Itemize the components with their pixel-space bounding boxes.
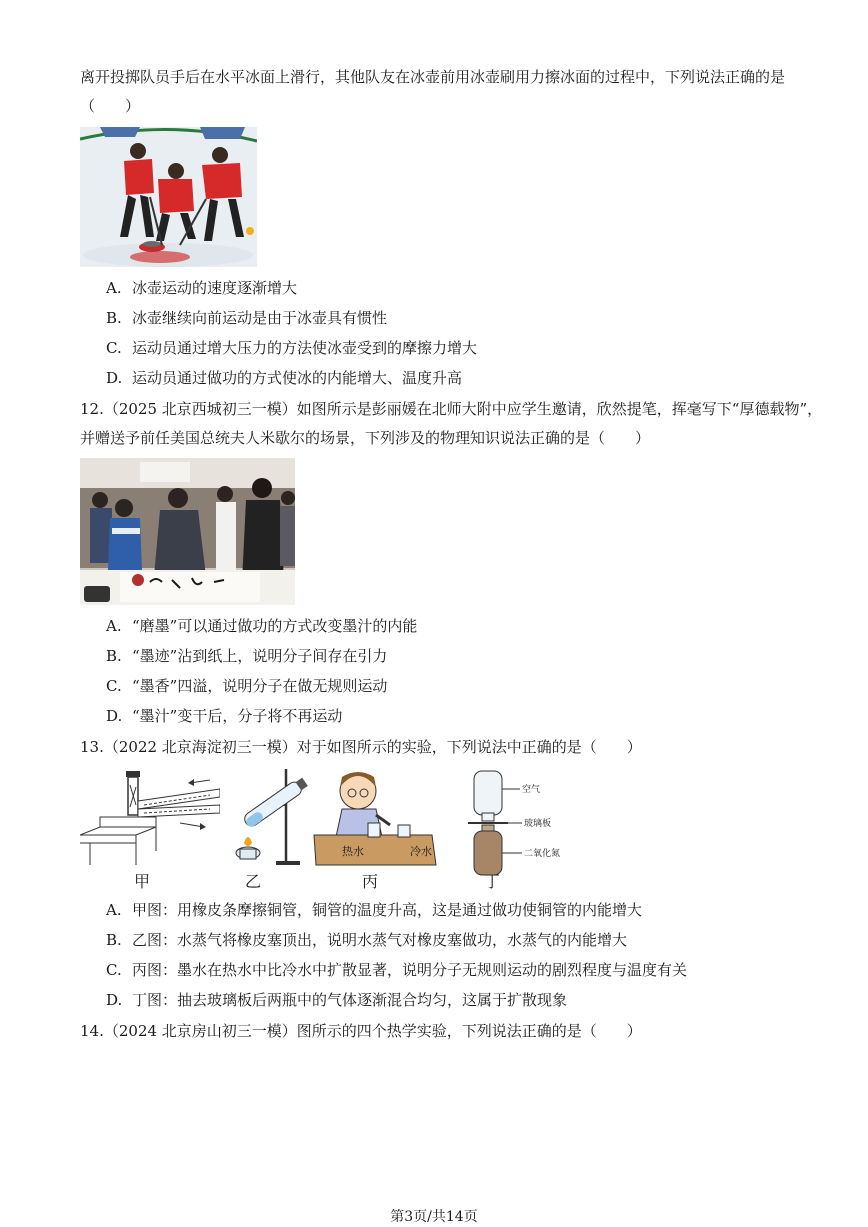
q11-stem-line1: 离开投掷队员手后在水平冰面上滑行，其他队友在冰壶前用冰壶刷用力擦冰面的过程中，下列说法正确的是 — [80, 68, 786, 86]
q13-option-a: A. 甲图：用橡皮条摩擦铜管，铜管的温度升高，这是通过做功使铜管的内能增大 — [106, 901, 643, 919]
q14-stem: 14.（2024 北京房山初三一模）图所示的四个热学实验，下列说法正确的是（ ） — [80, 1022, 642, 1040]
no2-label: 二氧化氮 — [524, 849, 561, 859]
figure-label-yi: 乙 — [245, 872, 262, 891]
q11-stem-line2: （ ） — [80, 97, 141, 115]
figure-yi-diagram — [230, 765, 320, 870]
q12-option-d: D. “墨汁”变干后，分子将不再运动 — [106, 707, 343, 725]
calligraphy-photo — [80, 458, 295, 605]
curling-photo — [80, 127, 257, 267]
glass-plate-label: 玻璃板 — [524, 819, 552, 829]
hot-water-label: 热水 — [342, 845, 364, 858]
figure-label-jia: 甲 — [134, 872, 151, 891]
q12-stem-line1: 12.（2025 北京西城初三一模）如图所示是彭丽媛在北师大附中应学生邀请，欣然提笔，挥毫写下“厚德载物”， — [80, 400, 823, 418]
q13-stem: 13.（2022 北京海淀初三一模）对于如图所示的实验，下列说法中正确的是（ ） — [80, 738, 642, 756]
q13-figure — [80, 765, 580, 895]
figure-ding-diagram — [460, 769, 530, 879]
air-label: 空气 — [522, 785, 541, 795]
page-footer: 第3页/共14页 — [390, 1209, 478, 1225]
cold-water-label: 冷水 — [410, 845, 432, 858]
q13-option-b: B. 乙图：水蒸气将橡皮塞顶出，说明水蒸气对橡皮塞做功，水蒸气的内能增大 — [106, 931, 628, 949]
q11-option-c: C. 运动员通过增大压力的方法使冰壶受到的摩擦力增大 — [106, 339, 478, 357]
figure-label-bing: 丙 — [362, 872, 379, 891]
q12-option-b: B. “墨迹”沾到纸上，说明分子间存在引力 — [106, 647, 388, 665]
q13-option-d: D. 丁图：抽去玻璃板后两瓶中的气体逐渐混合均匀，这属于扩散现象 — [106, 991, 568, 1009]
q12-stem-line2: 并赠送予前任美国总统夫人米歇尔的场景，下列涉及的物理知识说法正确的是（ ） — [80, 429, 651, 447]
q11-option-b: B. 冰壶继续向前运动是由于冰壶具有惯性 — [106, 309, 388, 327]
q12-option-c: C. “墨香”四溢，说明分子在做无规则运动 — [106, 677, 388, 695]
figure-jia-diagram — [80, 765, 220, 870]
q11-option-a: A. 冰壶运动的速度逐渐增大 — [106, 279, 298, 297]
q12-option-a: A. “磨墨”可以通过做功的方式改变墨汁的内能 — [106, 617, 418, 635]
q11-option-d: D. 运动员通过做功的方式使冰的内能增大、温度升高 — [106, 369, 463, 387]
q13-option-c: C. 丙图：墨水在热水中比冷水中扩散显著，说明分子无规则运动的剧烈程度与温度有关 — [106, 961, 688, 979]
figure-label-ding: 丁 — [484, 872, 501, 891]
